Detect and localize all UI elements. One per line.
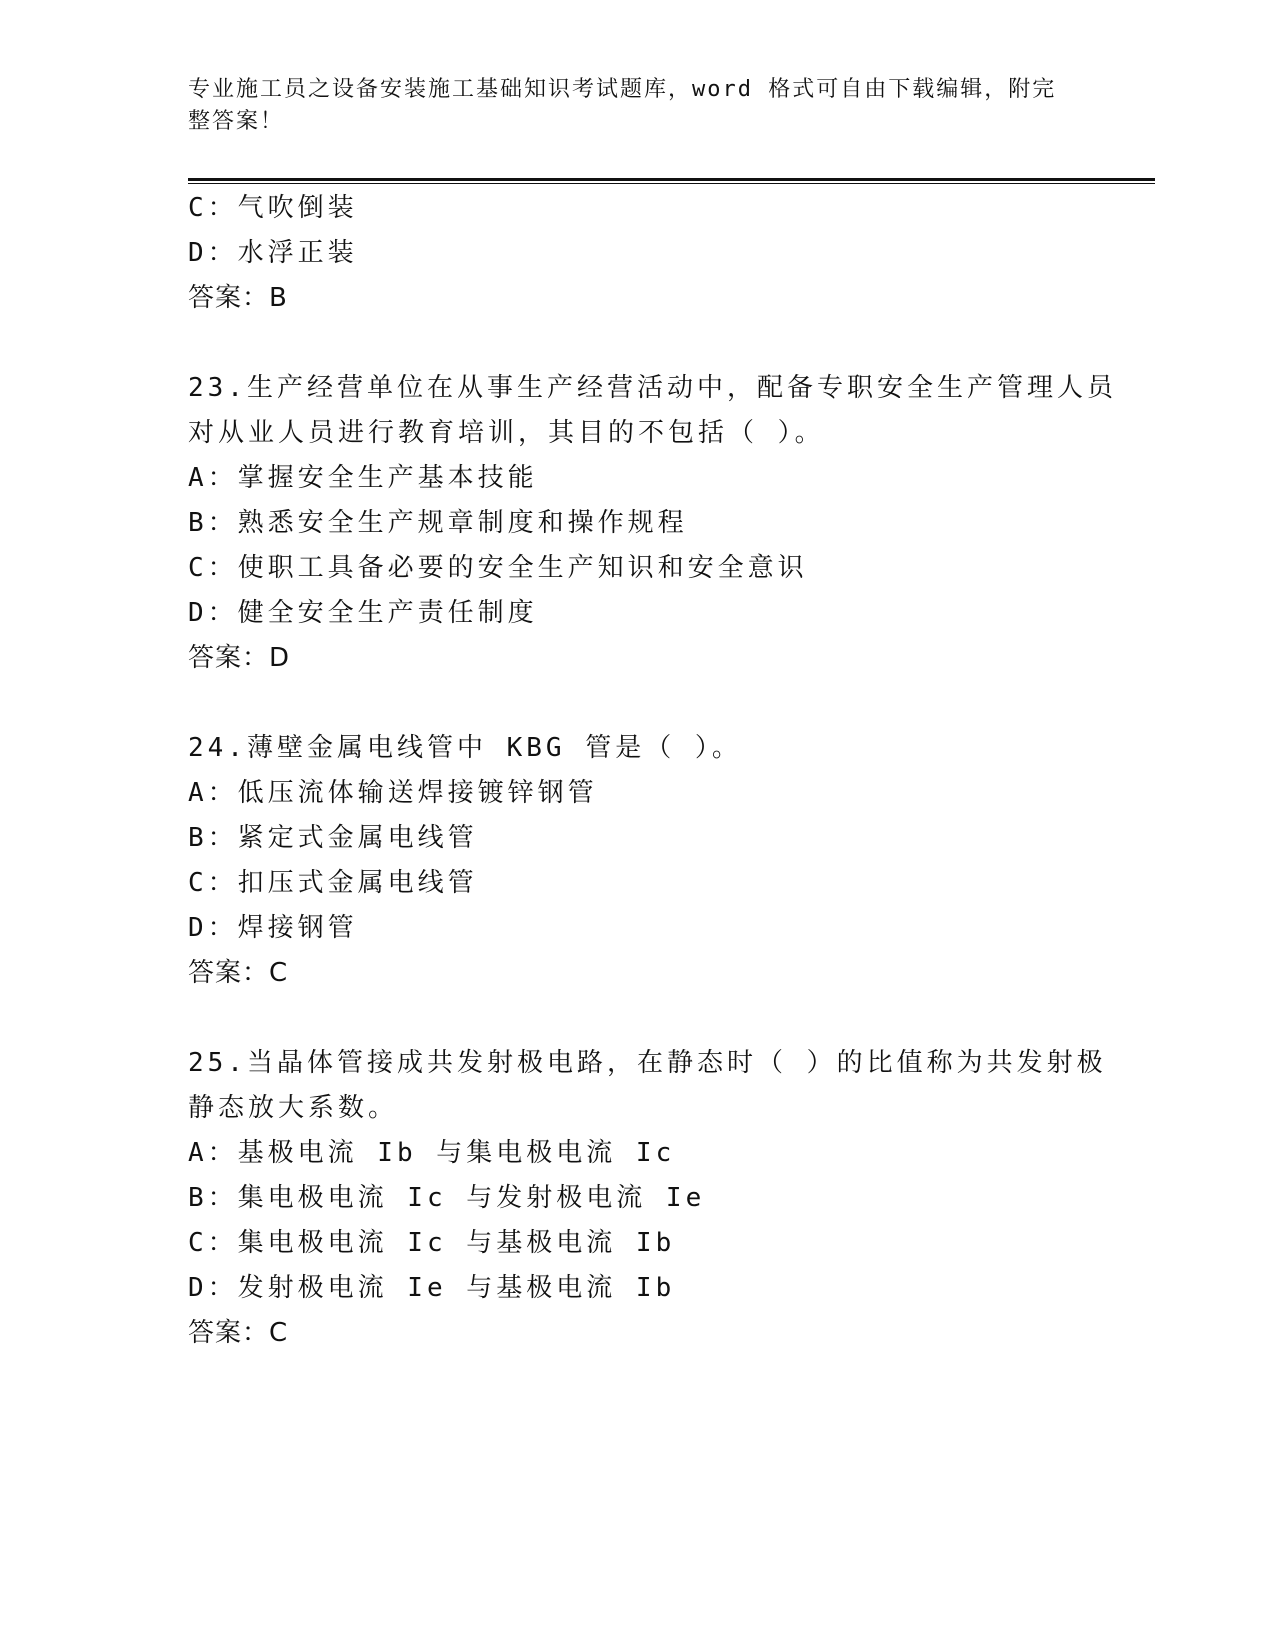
option-b: B：集电极电流 Ic 与发射极电流 Ie bbox=[188, 1183, 706, 1213]
question-stem: 23.生产经营单位在从事生产经营活动中，配备专职安全生产管理人员 bbox=[188, 373, 1117, 403]
option-b: B：紧定式金属电线管 bbox=[188, 823, 478, 853]
header-divider-thin bbox=[188, 183, 1155, 184]
question-stem: 对从业人员进行教育培训，其目的不包括（ ）。 bbox=[188, 418, 825, 448]
option-c: C：使职工具备必要的安全生产知识和安全意识 bbox=[188, 553, 808, 583]
option-a: A：掌握安全生产基本技能 bbox=[188, 463, 538, 493]
option-d: D：发射极电流 Ie 与基极电流 Ib bbox=[188, 1273, 676, 1303]
option-c: C：气吹倒装 bbox=[188, 193, 358, 223]
option-d: D：健全安全生产责任制度 bbox=[188, 598, 538, 628]
option-c: C：集电极电流 Ic 与基极电流 Ib bbox=[188, 1228, 676, 1258]
header-line-1: 专业施工员之设备安装施工基础知识考试题库，word 格式可自由下载编辑，附完 bbox=[188, 77, 1057, 102]
option-d: D：水浮正装 bbox=[188, 238, 358, 268]
option-c: C：扣压式金属电线管 bbox=[188, 868, 478, 898]
option-a: A：低压流体输送焊接镀锌钢管 bbox=[188, 778, 598, 808]
option-a: A：基极电流 Ib 与集电极电流 Ic bbox=[188, 1138, 676, 1168]
question-stem: 25.当晶体管接成共发射极电路，在静态时（ ）的比值称为共发射极 bbox=[188, 1048, 1107, 1078]
answer-line: 答案：C bbox=[188, 958, 289, 988]
question-stem: 静态放大系数。 bbox=[188, 1093, 399, 1123]
answer-line: 答案：B bbox=[188, 283, 288, 313]
header-divider-thick bbox=[188, 178, 1155, 181]
document-header bbox=[188, 74, 1068, 138]
answer-line: 答案：D bbox=[188, 643, 291, 673]
answer-line: 答案：C bbox=[188, 1318, 289, 1348]
option-d: D：焊接钢管 bbox=[188, 913, 358, 943]
option-b: B：熟悉安全生产规章制度和操作规程 bbox=[188, 508, 688, 538]
question-stem: 24.薄壁金属电线管中 KBG 管是（ ）。 bbox=[188, 733, 742, 763]
header-line-2: 整答案！ bbox=[188, 109, 285, 134]
